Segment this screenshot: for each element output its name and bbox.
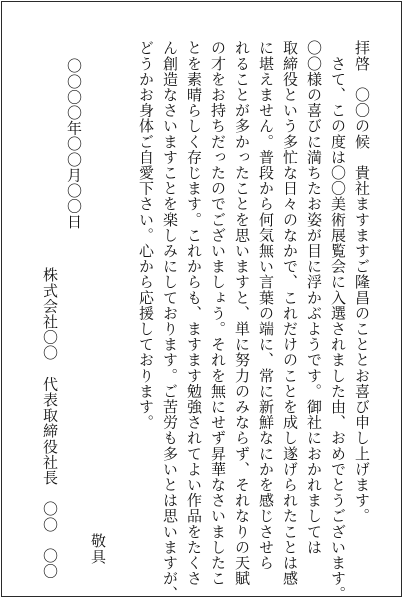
letter-line: 取締役という多忙な日々のなかで、これだけのことを成し遂げられたことは感 [281, 40, 299, 586]
sender-signature: 株式会社〇〇 代表取締役社長 〇〇 〇〇 [41, 267, 59, 579]
letter-line: とを素晴らしく存じます。これからも、ますます勉強されてよい作品をたくさ [185, 40, 203, 586]
letter-line: れることが多かったことを思いますと、単に努力のみならず、それなりの天賦 [233, 40, 251, 586]
letter-line: どうかお身体ご自愛下さい。心から応援しております。 [137, 40, 155, 430]
letter-line: 〇〇様の喜びに満ちたお姿が目に浮かぶようです。御社におかれましては [305, 40, 323, 555]
letter-line: ん創造なさいますことを楽しみにしております。ご苦労も多いとは思いますが、 [161, 40, 179, 602]
letter-line-opening: 拝啓 〇〇の候 貴社ますますご隆昌のこととお喜び申し上げます。 [353, 40, 371, 524]
letter-line: に堪えません。普段から何気無い言葉の端に、常に新鮮なにかを感じさせら [257, 40, 275, 571]
letter-line: さて、この度は〇〇美術展覧会に入選されました由、おめでとうございます。 [329, 40, 347, 602]
letter-line: の才をお持ちだったのでございましょう。それを無にせず昇華なさいましたこ [209, 40, 227, 586]
letter-date: 〇〇〇〇年〇〇月〇〇日 [65, 58, 83, 230]
closing-remark: 敬具 [89, 533, 107, 565]
